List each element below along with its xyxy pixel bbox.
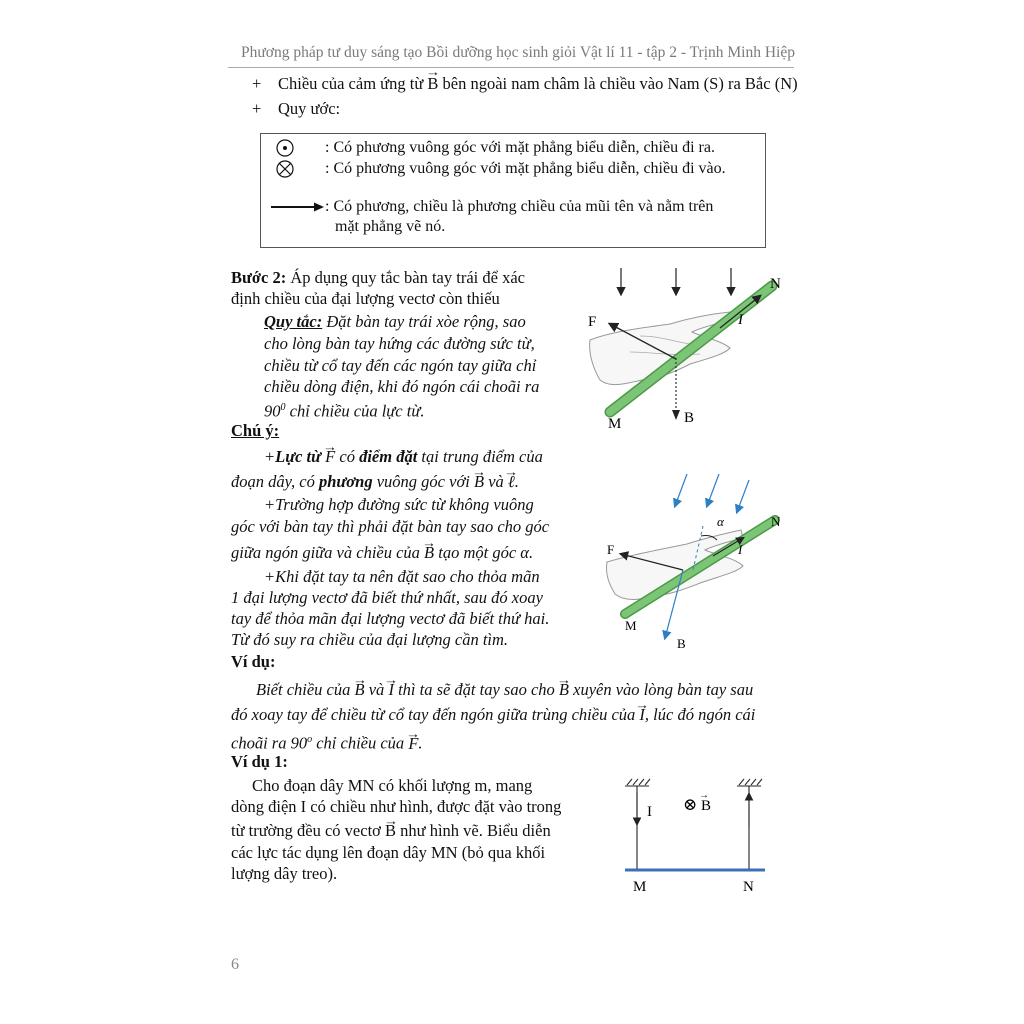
note-line1: +Lực từ → F có điểm đặt tại trung điểm của — [264, 446, 543, 467]
example-line3: choãi ra 90$^o$ chỉ chiều của → F. — [231, 729, 423, 754]
field-lines — [621, 268, 731, 294]
label-F-2: F — [607, 542, 615, 557]
example-line1: Biết chiều của → B và → I thì ta sẽ đặt tay sao cho → B xuyên vào lòng bàn tay sau — [256, 679, 753, 700]
note-line9: Từ đó suy ra chiều của đại lượng cần tìm. — [231, 630, 509, 649]
rule-line1: Quy tắc: Đặt bàn tay trái xòe rộng, sao — [264, 312, 526, 331]
figure-suspended-wire — [615, 772, 775, 897]
legend-in-text: : Có phương vuông góc với mặt phẳng biểu diễn, chiều đi vào. — [325, 160, 726, 177]
note-label: Chú ý: — [231, 421, 280, 440]
b-vector-arrow-mark: → — [699, 790, 709, 801]
note-line6: +Khi đặt tay ta nên đặt sao cho thỏa mãn — [264, 567, 540, 586]
ceiling-supports — [625, 779, 762, 786]
right-arrow-icon — [271, 203, 324, 212]
step2-line1: Bước 2: Áp dụng quy tắc bàn tay trái để xác — [231, 268, 525, 287]
label-I-2: I — [738, 542, 743, 557]
note-line8: tay để thỏa mãn đại lượng vectơ đã biết thứ hai. — [231, 609, 550, 628]
label-I: I — [738, 312, 743, 328]
step2-line2: định chiều của đại lượng vectơ còn thiếu — [231, 289, 500, 308]
label-B: B — [684, 410, 695, 426]
header-divider — [228, 67, 794, 68]
cross-circle-icon — [277, 161, 293, 177]
example1-line1: Cho đoạn dây MN có khối lượng m, mang — [252, 776, 533, 795]
figure-left-hand-rule — [580, 262, 790, 432]
label-I-3: I — [647, 804, 652, 820]
example1-label: Ví dụ 1: — [231, 752, 288, 771]
bullet-field-direction: + Chiều của cảm ứng từ → B bên ngoài nam châm là chiều vào Nam (S) ra Bắc (N) — [252, 74, 798, 94]
note-line2: đoạn dây, có phương vuông góc với → B và → ℓ. — [231, 471, 519, 492]
example-label: Ví dụ: — [231, 652, 276, 671]
example1-line5: lượng dây treo). — [231, 864, 338, 883]
label-M-3: M — [633, 879, 647, 895]
rule-line4: chiều dòng điện, khi đó ngón cái choãi ra — [264, 377, 540, 396]
rule-line5: $90^0$ chỉ chiều của lực từ. — [264, 401, 425, 421]
cross-circle-field-icon: ⊗ — [683, 795, 698, 814]
label-alpha: α — [717, 514, 724, 529]
label-M: M — [608, 416, 622, 432]
legend-out-text: : Có phương vuông góc với mặt phẳng biểu diễn, chiều đi ra. — [325, 139, 715, 156]
example-line2: đó xoay tay để chiều từ cổ tay đến ngón giữa trùng chiều của → I, lúc đó ngón cái — [231, 704, 755, 725]
label-F: F — [588, 314, 597, 330]
note-line3: +Trường hợp đường sức từ không vuông — [264, 495, 534, 514]
label-M-2: M — [625, 618, 637, 633]
figure-left-hand-angle — [595, 470, 795, 655]
example1-line4: các lực tác dụng lên đoạn dây MN (bỏ qua khối — [231, 843, 546, 862]
label-N-3: N — [743, 879, 754, 895]
example1-line3: từ trường đều có vectơ → B như hình vẽ. Biểu diễn — [231, 820, 551, 841]
hand-outline-2 — [606, 530, 743, 600]
bullet-convention: + Quy ước: — [252, 99, 341, 118]
page-number: 6 — [231, 956, 239, 973]
label-B-2: B — [677, 636, 686, 651]
legend-arrow-text-1: : Có phương, chiều là phương chiều của mũi tên và nằm trên — [325, 198, 714, 215]
rule-line2: cho lòng bàn tay hứng các đường sức từ, — [264, 334, 535, 353]
label-N: N — [770, 276, 781, 292]
angled-field-lines — [675, 474, 749, 512]
legend-arrow-text-2: mặt phẳng vẽ nó. — [335, 218, 446, 235]
rule-line3: chiều từ cổ tay đến các ngón tay giữa chỉ — [264, 356, 537, 375]
label-B-3: B — [701, 798, 712, 814]
legend-symbols — [270, 136, 330, 236]
running-header: Phương pháp tư duy sáng tạo Bồi dưỡng học sinh giỏi Vật lí 11 - tập 2 - Trịnh Minh Hiệp — [241, 44, 795, 61]
note-line7: 1 đại lượng vectơ đã biết thứ nhất, sau đó xoay — [231, 588, 543, 607]
label-N-2: N — [771, 514, 781, 529]
example1-line2: dòng điện I có chiều như hình, được đặt vào trong — [231, 797, 562, 816]
b-vector-head — [672, 410, 680, 420]
note-line4: góc với bàn tay thì phải đặt bàn tay sao cho góc — [231, 517, 550, 536]
dot-circle-icon — [277, 140, 293, 156]
note-line5: giữa ngón giữa và chiều của → B tạo một góc α. — [231, 542, 533, 563]
